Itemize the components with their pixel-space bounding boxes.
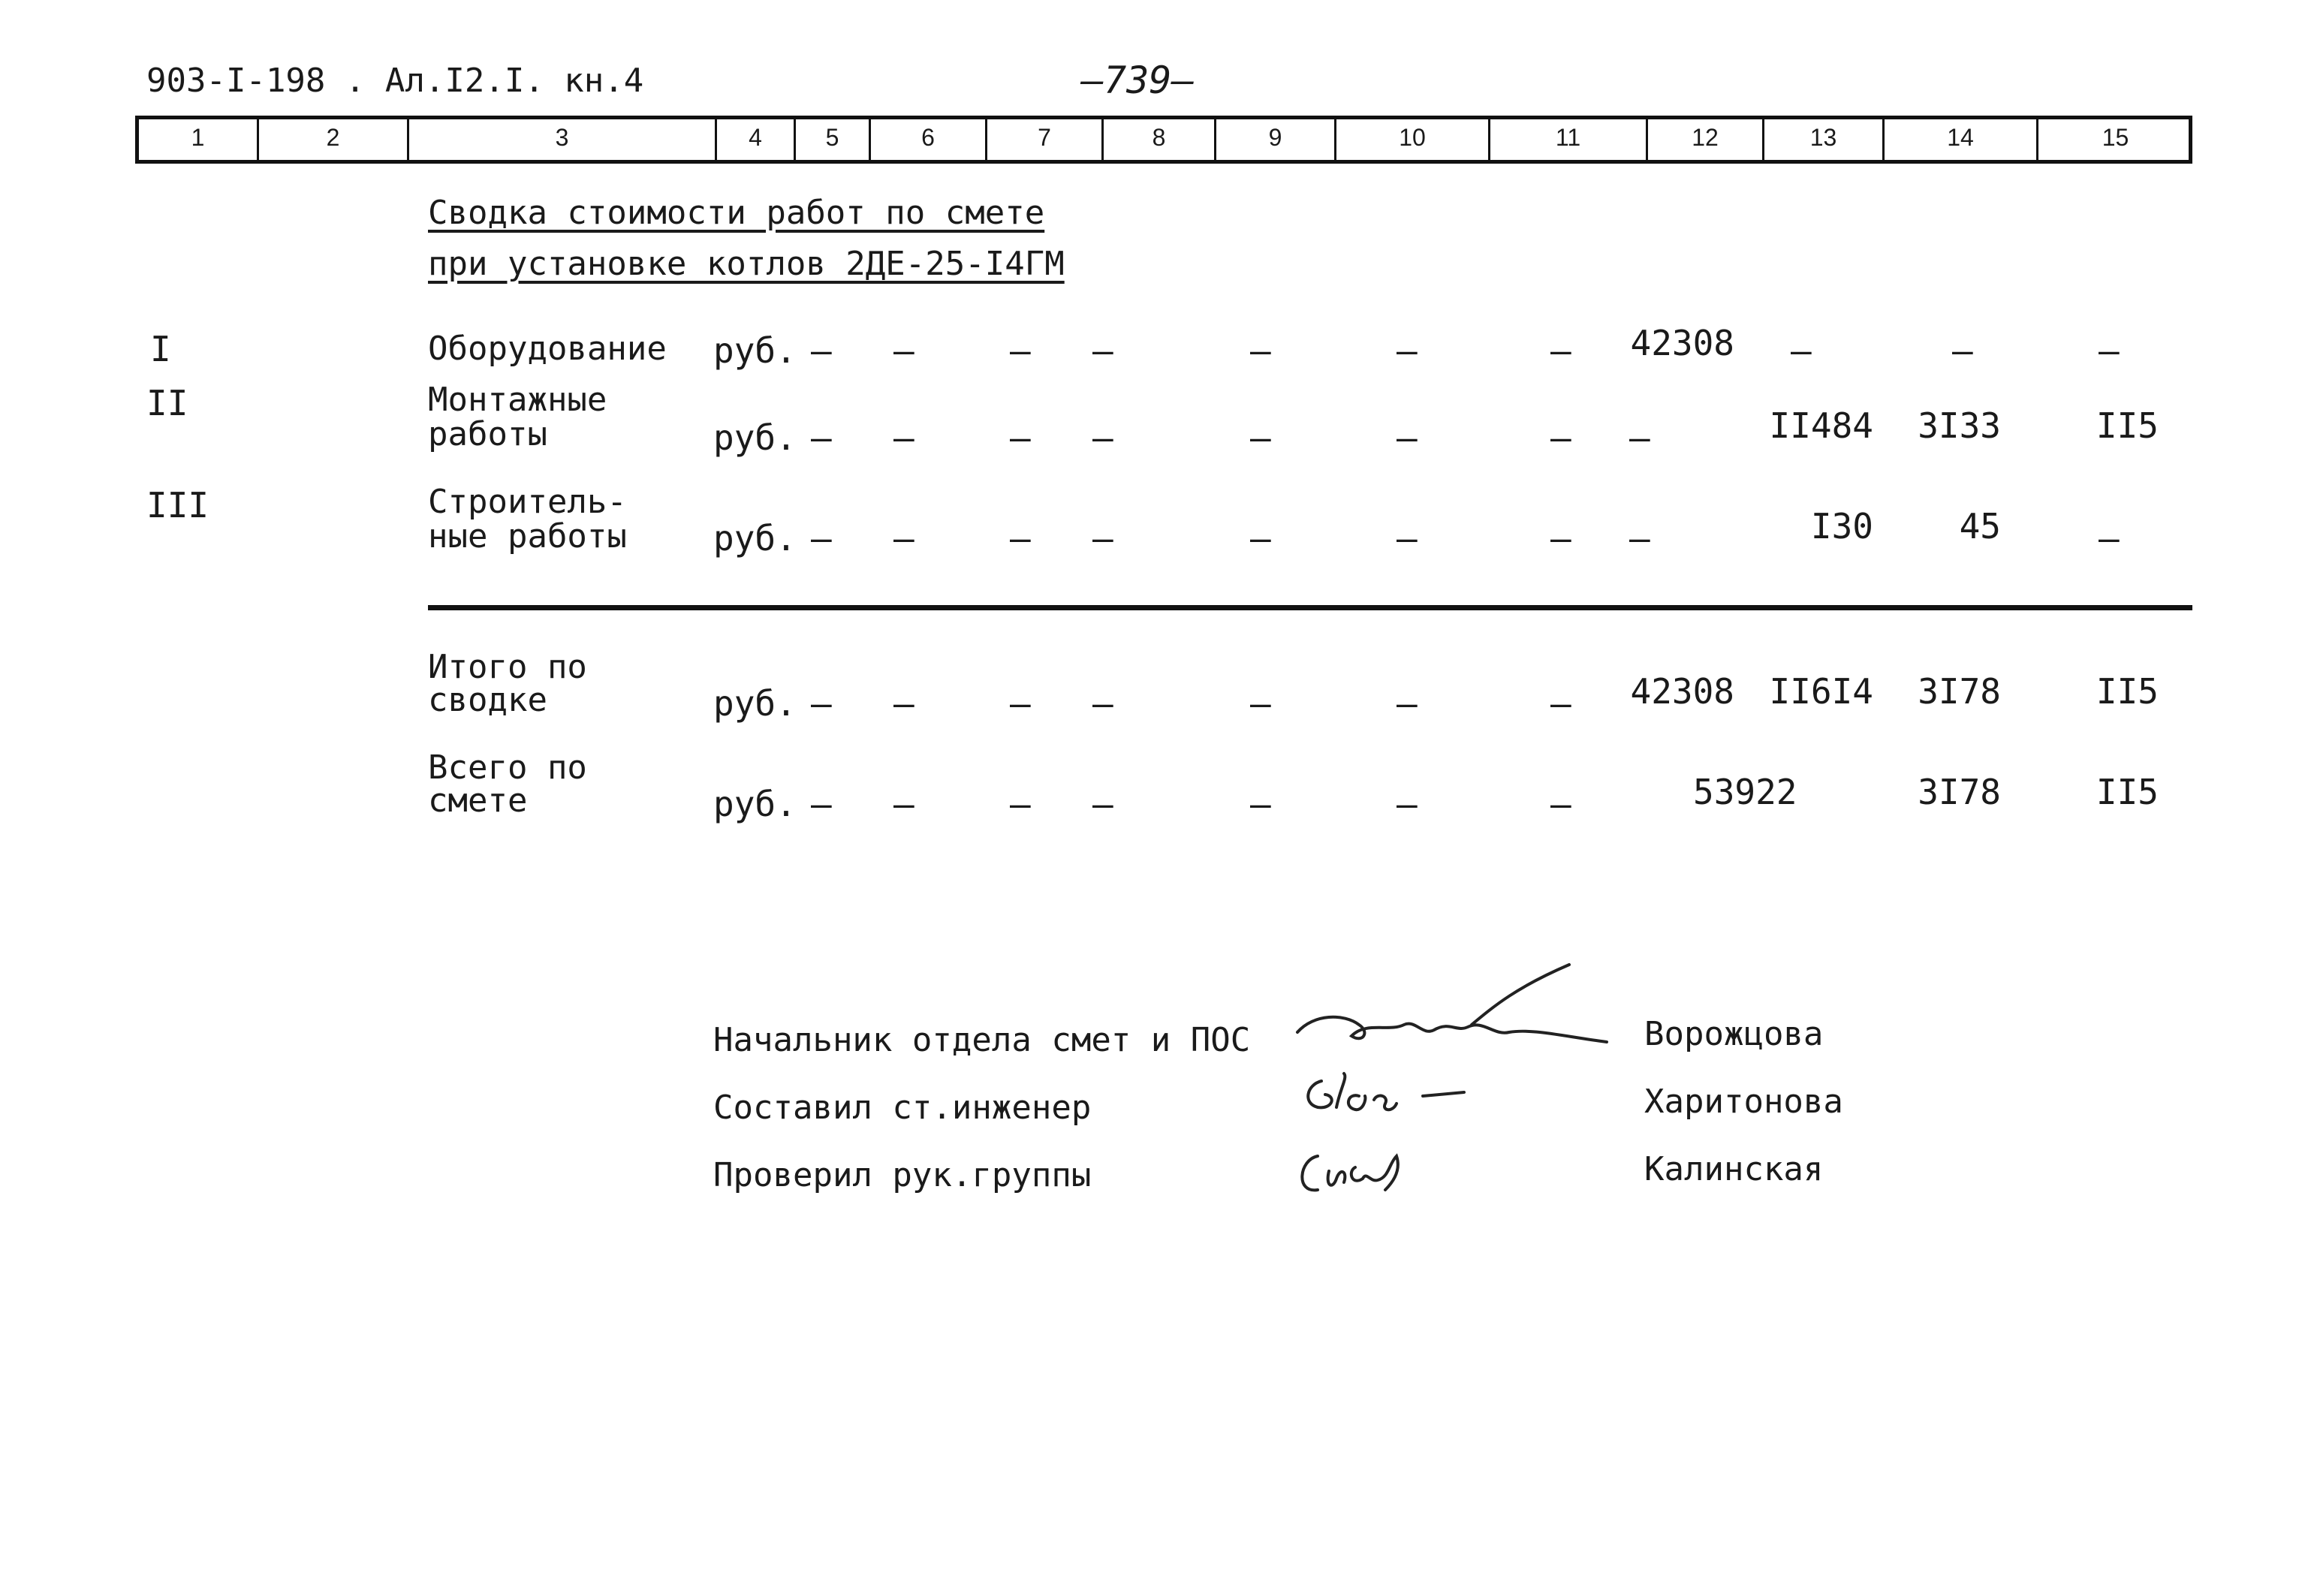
col12-value: 42308 xyxy=(1630,671,1734,712)
column-5: 5 xyxy=(796,119,871,160)
row-number: I xyxy=(150,329,171,369)
col11-value: – xyxy=(1550,518,1571,559)
col5-value: – xyxy=(811,330,832,371)
row-label: Монтажные xyxy=(428,381,607,419)
col9-value: – xyxy=(1250,683,1271,724)
col12-value: – xyxy=(1629,518,1650,559)
summary-title-line-2: при установке котлов 2ДЕ-25-I4ГМ xyxy=(428,245,1065,283)
totals-unit: руб. xyxy=(713,683,797,724)
document-code: 903-I-198 . Ал.I2.I. кн.4 xyxy=(146,62,644,100)
row-label: Строитель- xyxy=(428,483,627,521)
col7-value: – xyxy=(1010,784,1031,824)
col9-value: – xyxy=(1250,330,1271,371)
col8-value: – xyxy=(1092,417,1113,458)
col15-value: II5 xyxy=(2096,772,2159,812)
totals-unit: руб. xyxy=(713,784,797,824)
column-7: 7 xyxy=(987,119,1104,160)
column-8: 8 xyxy=(1104,119,1216,160)
totals-label: Всего по xyxy=(428,748,587,787)
col7-value: – xyxy=(1010,330,1031,371)
col6-value: – xyxy=(893,518,914,559)
column-4: 4 xyxy=(717,119,796,160)
col13-value: II6I4 xyxy=(1769,671,1873,712)
row-label-continued: ные работы xyxy=(428,517,627,556)
summary-title-line-1: Сводка стоимости работ по смете xyxy=(428,194,1045,232)
col12-value: – xyxy=(1629,417,1650,458)
col14-value: 3I78 xyxy=(1918,772,2001,812)
col10-value: – xyxy=(1397,518,1418,559)
col8-value: – xyxy=(1092,518,1113,559)
col10-value: – xyxy=(1397,683,1418,724)
col15-value: II5 xyxy=(2096,671,2159,712)
col6-value: – xyxy=(893,330,914,371)
totals-separator xyxy=(428,605,2192,610)
column-number-strip xyxy=(135,116,2192,164)
signatory-name: Калинская xyxy=(1644,1150,1824,1188)
col15-value: – xyxy=(2099,330,2120,371)
signature-role: Начальник отдела смет и ПОС xyxy=(713,1021,1251,1059)
row-unit: руб. xyxy=(713,330,797,371)
col12-13-merged-value: 53922 xyxy=(1693,772,1797,812)
col10-value: – xyxy=(1397,784,1418,824)
col9-value: – xyxy=(1250,784,1271,824)
totals-label: Итого по xyxy=(428,648,587,686)
column-12: 12 xyxy=(1648,119,1764,160)
handwritten-signature-2 xyxy=(1291,1066,1517,1134)
col8-value: – xyxy=(1092,683,1113,724)
col9-value: – xyxy=(1250,518,1271,559)
col14-value: 3I33 xyxy=(1918,405,2001,446)
col11-value: – xyxy=(1550,417,1571,458)
row-label-continued: работы xyxy=(428,415,547,453)
totals-label-continued: смете xyxy=(428,781,528,820)
col5-value: – xyxy=(811,417,832,458)
col12-value: 42308 xyxy=(1630,323,1734,363)
col10-value: – xyxy=(1397,330,1418,371)
handwritten-signature-3 xyxy=(1284,1126,1464,1209)
col6-value: – xyxy=(893,683,914,724)
col5-value: – xyxy=(811,518,832,559)
col13-value: – xyxy=(1791,330,1812,371)
row-unit: руб. xyxy=(713,417,797,458)
row-unit: руб. xyxy=(713,518,797,559)
column-13: 13 xyxy=(1764,119,1885,160)
col8-value: – xyxy=(1092,784,1113,824)
signature-role: Составил ст.инженер xyxy=(713,1089,1092,1127)
col15-value: – xyxy=(2099,518,2120,559)
col7-value: – xyxy=(1010,683,1031,724)
handwritten-signature-1 xyxy=(1291,961,1622,1066)
column-11: 11 xyxy=(1490,119,1648,160)
column-14: 14 xyxy=(1885,119,2038,160)
col14-value: 45 xyxy=(1959,506,2001,547)
col6-value: – xyxy=(893,784,914,824)
col10-value: – xyxy=(1397,417,1418,458)
column-15: 15 xyxy=(2102,124,2129,151)
row-number: III xyxy=(146,485,209,525)
col14-value: – xyxy=(1952,330,1973,371)
col5-value: – xyxy=(811,784,832,824)
col14-value: 3I78 xyxy=(1918,671,2001,712)
col8-value: – xyxy=(1092,330,1113,371)
col5-value: – xyxy=(811,683,832,724)
col11-value: – xyxy=(1550,784,1571,824)
signature-role: Проверил рук.группы xyxy=(713,1156,1092,1194)
totals-label-continued: сводке xyxy=(428,681,547,719)
page-number: —739— xyxy=(1081,59,1195,102)
column-2: 2 xyxy=(259,119,409,160)
col7-value: – xyxy=(1010,417,1031,458)
col13-value: II484 xyxy=(1769,405,1873,446)
col9-value: – xyxy=(1250,417,1271,458)
signatory-name: Харитонова xyxy=(1644,1083,1843,1121)
col15-value: II5 xyxy=(2096,405,2159,446)
col6-value: – xyxy=(893,417,914,458)
column-1: 1 xyxy=(139,119,259,160)
column-10: 10 xyxy=(1336,119,1490,160)
row-label: Оборудование xyxy=(428,330,667,368)
col11-value: – xyxy=(1550,330,1571,371)
signatory-name: Ворожцова xyxy=(1644,1015,1824,1053)
col13-value: I30 xyxy=(1810,506,1873,547)
column-6: 6 xyxy=(871,119,987,160)
row-number: II xyxy=(146,383,188,423)
col7-value: – xyxy=(1010,518,1031,559)
col11-value: – xyxy=(1550,683,1571,724)
column-9: 9 xyxy=(1216,119,1336,160)
column-3: 3 xyxy=(409,119,717,160)
